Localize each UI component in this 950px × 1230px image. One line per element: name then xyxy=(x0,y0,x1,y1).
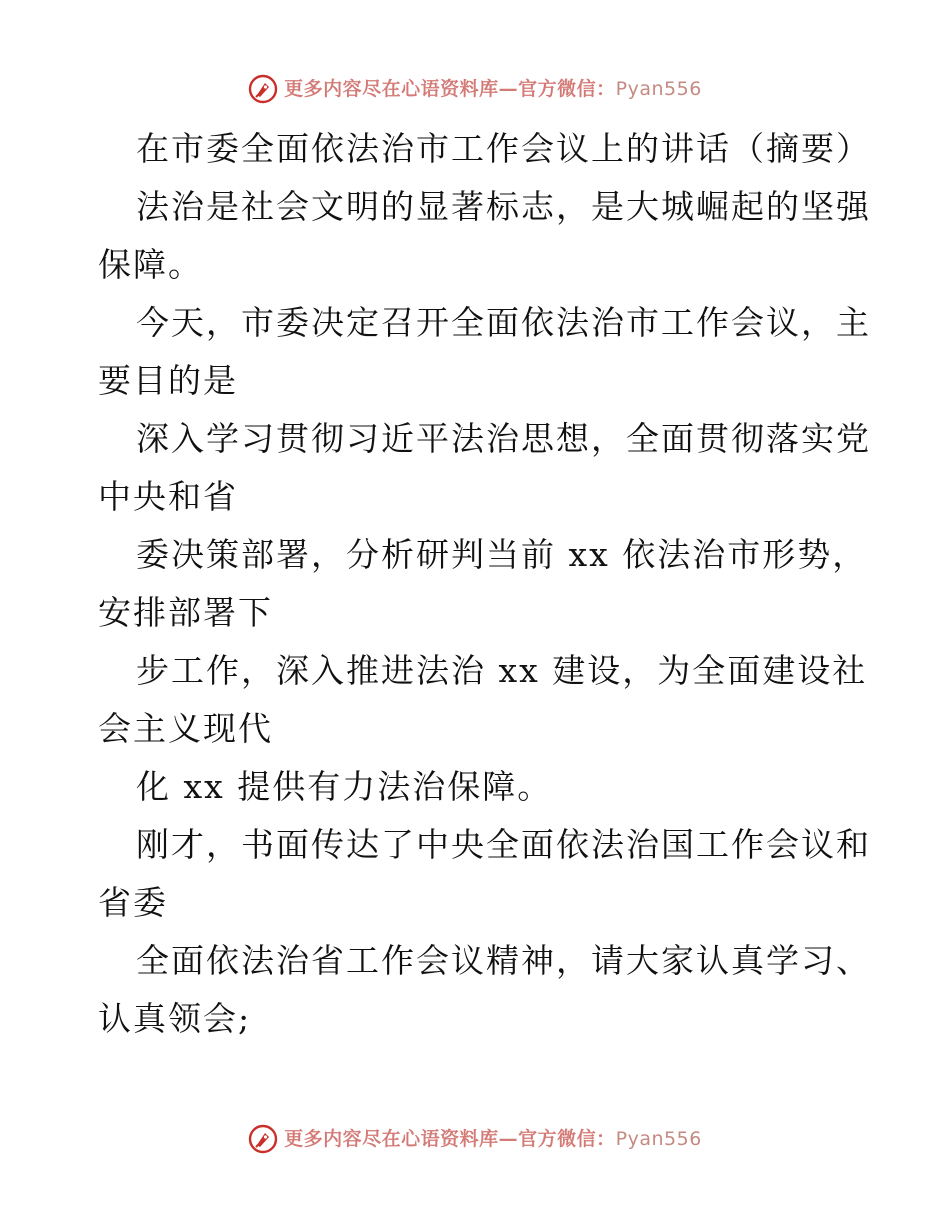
paragraph-line: 认真领会; xyxy=(98,999,252,1038)
paragraph-line: 委决策部署，分析研判当前 xx 依法治市形势， xyxy=(136,535,868,574)
watermark-text xyxy=(284,1122,702,1156)
paragraph-line: 安排部署下 xyxy=(98,593,273,632)
document-body xyxy=(98,120,871,1048)
paragraph-line: 中央和省 xyxy=(98,477,238,516)
watermark-text xyxy=(284,72,702,106)
paragraph-line: 全面依法治省工作会议精神，请大家认真学习、 xyxy=(136,941,871,980)
paragraph-line: 保障。 xyxy=(98,245,203,284)
paragraph-line: 法治是社会文明的显著标志，是大城崛起的坚强 xyxy=(136,187,871,226)
footer-watermark xyxy=(0,1122,950,1156)
paragraph-line: 化 xx 提供有力法治保障。 xyxy=(136,767,553,806)
watermark-brand: 更多内容尽在心语资料库—官方微信： xyxy=(284,78,616,100)
pen-nib-logo-icon xyxy=(248,1124,278,1154)
paragraph-line: 今天，市委决定召开全面依法治市工作会议，主 xyxy=(136,303,871,342)
paragraph-line: 会主义现代 xyxy=(98,709,273,748)
paragraph-line: 刚才，书面传达了中央全面依法治国工作会议和 xyxy=(136,825,871,864)
document-title: 在市委全面依法治市工作会议上的讲话（摘要） xyxy=(136,129,871,168)
paragraph-line: 省委 xyxy=(98,883,168,922)
header-watermark xyxy=(0,72,950,106)
paragraph-line: 步工作，深入推进法治 xx 建设，为全面建设社 xyxy=(136,651,868,690)
paragraph-line: 要目的是 xyxy=(98,361,238,400)
pen-nib-logo-icon xyxy=(248,74,278,104)
watermark-handle: Pyan556 xyxy=(615,78,702,100)
paragraph-line: 深入学习贯彻习近平法治思想，全面贯彻落实党 xyxy=(136,419,871,458)
watermark-handle: Pyan556 xyxy=(615,1128,702,1150)
watermark-brand: 更多内容尽在心语资料库—官方微信： xyxy=(284,1128,616,1150)
